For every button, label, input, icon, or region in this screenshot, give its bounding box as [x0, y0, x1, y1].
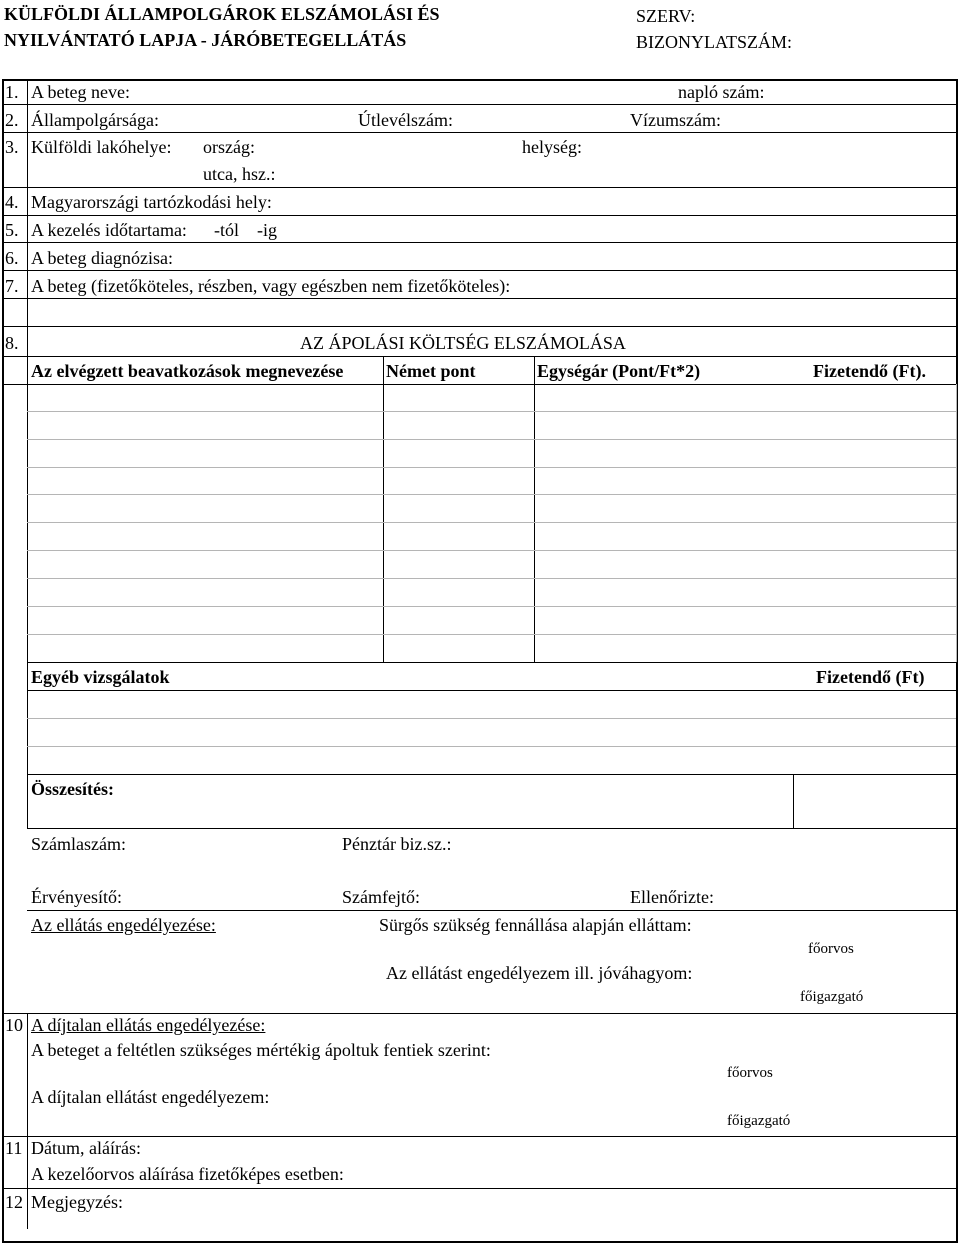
- emergency-care-label: Sürgős szükség fennállása alapján elláttam:: [379, 915, 692, 935]
- row-5-line: [2, 242, 958, 243]
- chief-physician-label-1: főorvos: [808, 941, 854, 957]
- form-title-line1: KÜLFÖLDI ÁLLAMPOLGÁROK ELSZÁMOLÁSI ÉS: [4, 4, 440, 24]
- row-11-line: [2, 1136, 958, 1137]
- foreign-residence-label: Külföldi lakóhelye:: [31, 137, 172, 157]
- table-row-line: [27, 411, 956, 412]
- patient-name-label: A beteg neve:: [31, 82, 130, 102]
- summary-label: Összesítés:: [31, 779, 114, 799]
- passport-number-label: Útlevélszám:: [358, 110, 453, 130]
- row-6-line: [2, 270, 958, 271]
- date-signature-label: Dátum, aláírás:: [31, 1138, 141, 1158]
- column-header-german-points: Német pont: [386, 361, 476, 381]
- cash-receipt-label: Pénztár biz.sz.:: [342, 834, 452, 854]
- form-title-line2: NYILVÁNTATÓ LAPJA - JÁRÓBETEGELLÁTÁS: [4, 30, 407, 50]
- table-row-line: [27, 578, 956, 579]
- accountant-label: Számfejtő:: [342, 887, 420, 907]
- row-7-number: 7.: [5, 276, 19, 296]
- table-col-divider-1: [383, 356, 384, 662]
- table-right-grid: [956, 384, 957, 662]
- table-row-line: [27, 522, 956, 523]
- to-suffix: -ig: [257, 220, 277, 240]
- column-header-payable: Fizetendő (Ft).: [813, 361, 926, 381]
- row-3-line: [2, 187, 958, 188]
- frame-top-line: [2, 79, 958, 81]
- row-3-number: 3.: [5, 137, 19, 157]
- street-label: utca, hsz.:: [203, 164, 276, 184]
- free-care-authorization-label: A díjtalan ellátás engedélyezése:: [31, 1015, 266, 1035]
- row-2-number: 2.: [5, 110, 19, 130]
- payment-status-label: A beteg (fizetőköteles, részben, vagy egészben nem fizetőköteles):: [31, 276, 511, 296]
- other-header-line: [27, 690, 956, 691]
- director-general-label-2: főigazgató: [727, 1113, 791, 1129]
- table-row-line: [27, 439, 956, 440]
- row-7-line: [2, 298, 958, 299]
- visa-number-label: Vízumszám:: [630, 110, 721, 130]
- log-number-label: napló szám:: [678, 82, 765, 102]
- notes-label: Megjegyzés:: [31, 1192, 123, 1212]
- section-8-number: 8.: [5, 333, 19, 353]
- blank-row-line: [2, 326, 958, 327]
- other-row-line: [27, 718, 956, 719]
- number-column-divider-top: [27, 80, 28, 356]
- signatures-line: [27, 910, 956, 911]
- free-care-approval-label: A díjtalan ellátást engedélyezem:: [31, 1087, 270, 1107]
- table-row-line: [27, 467, 956, 468]
- row-1-line: [2, 104, 958, 105]
- column-header-procedure-name: Az elvégzett beavatkozások megnevezése: [31, 361, 344, 381]
- row-12-line: [2, 1188, 958, 1189]
- citizenship-label: Állampolgársága:: [31, 110, 159, 130]
- row-4-number: 4.: [5, 192, 19, 212]
- treatment-duration-label: A kezelés időtartama:: [31, 220, 187, 240]
- table-left-line: [27, 356, 28, 662]
- hungarian-stay-label: Magyarországi tartózkodási hely:: [31, 192, 272, 212]
- section-8-title-line: [2, 356, 958, 357]
- other-payable-header: Fizetendő (Ft): [816, 667, 925, 687]
- row-10-number: 10: [5, 1015, 23, 1035]
- row-5-number: 5.: [5, 220, 19, 240]
- locality-label: helység:: [522, 137, 582, 157]
- section-8-title: AZ ÁPOLÁSI KÖLTSÉG ELSZÁMOLÁSA: [300, 333, 626, 353]
- column-header-line: [2, 384, 958, 385]
- table-row-line: [27, 494, 956, 495]
- other-row-line: [27, 746, 956, 747]
- other-bottom-line: [27, 774, 956, 775]
- szerv-label: SZERV:: [636, 6, 696, 26]
- care-authorization-label: Az ellátás engedélyezése:: [31, 915, 216, 935]
- care-approval-label: Az ellátást engedélyezem ill. jóváhagyom:: [386, 963, 693, 983]
- table-row-line: [27, 550, 956, 551]
- physician-signature-label: A kezelőorvos aláírása fizetőképes esetben:: [31, 1164, 344, 1184]
- director-general-label-1: főigazgató: [800, 989, 864, 1005]
- treated-necessary-label: A beteget a feltétlen szükséges mértékig ápoltuk fentiek szerint:: [31, 1040, 491, 1060]
- from-suffix: -tól: [214, 220, 239, 240]
- validator-label: Érvényesítő:: [31, 887, 122, 907]
- summary-total-box-divider: [793, 774, 794, 828]
- column-header-unit-price: Egységár (Pont/Ft*2): [537, 361, 701, 381]
- table-col-divider-2: [534, 356, 535, 662]
- chief-physician-label-2: főorvos: [727, 1065, 773, 1081]
- table-row-line: [27, 634, 956, 635]
- row-4-line: [2, 215, 958, 216]
- invoice-number-label: Számlaszám:: [31, 834, 126, 854]
- frame-bottom-line: [2, 1241, 958, 1243]
- other-left-line: [27, 662, 28, 828]
- row-11-number: 11: [5, 1138, 23, 1158]
- diagnosis-label: A beteg diagnózisa:: [31, 248, 173, 268]
- table-row-line: [27, 606, 956, 607]
- country-label: ország:: [203, 137, 255, 157]
- row-6-number: 6.: [5, 248, 19, 268]
- table-bottom-line: [27, 662, 956, 663]
- row-1-number: 1.: [5, 82, 19, 102]
- row-10-line: [2, 1013, 958, 1014]
- checked-by-label: Ellenőrizte:: [630, 887, 714, 907]
- frame-left-line: [2, 79, 4, 1242]
- number-column-divider-bottom: [27, 1013, 28, 1229]
- row-2-line: [2, 132, 958, 133]
- row-12-number: 12: [5, 1192, 23, 1212]
- summary-bottom-line: [27, 828, 956, 829]
- other-examinations-label: Egyéb vizsgálatok: [31, 667, 170, 687]
- bizonylatszam-label: BIZONYLATSZÁM:: [636, 32, 792, 52]
